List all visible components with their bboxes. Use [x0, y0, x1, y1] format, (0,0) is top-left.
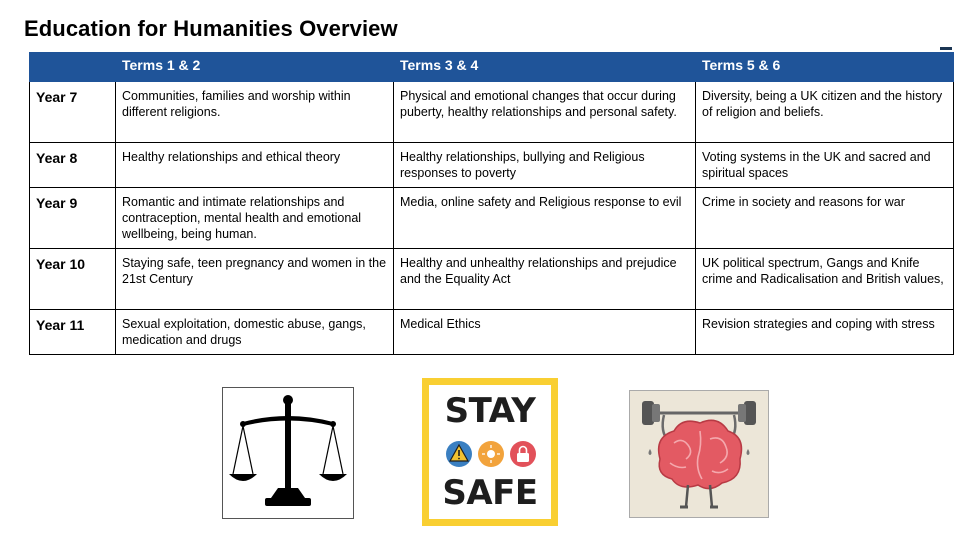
- terms-5-6-cell: Diversity, being a UK citizen and the history of religion and beliefs.: [696, 82, 954, 143]
- terms-3-4-cell: Healthy relationships, bullying and Religious responses to poverty: [394, 143, 696, 188]
- header-cell-blank: [30, 53, 116, 82]
- terms-3-4-cell: Healthy and unhealthy relationships and prejudice and the Equality Act: [394, 249, 696, 310]
- stay-text: STAY: [444, 391, 536, 431]
- year-label: Year 7: [30, 82, 116, 143]
- terms-5-6-cell: Voting systems in the UK and sacred and spiritual spaces: [696, 143, 954, 188]
- brain-lifting-weights-icon: [629, 390, 769, 518]
- terms-3-4-cell: Medical Ethics: [394, 310, 696, 355]
- scales-of-justice-icon: [222, 387, 354, 519]
- terms-1-2-cell: Staying safe, teen pregnancy and women in the 21st Century: [116, 249, 394, 310]
- terms-1-2-cell: Communities, families and worship within different religions.: [116, 82, 394, 143]
- terms-5-6-cell: Revision strategies and coping with stress: [696, 310, 954, 355]
- terms-3-4-cell: Physical and emotional changes that occur during puberty, healthy relationships and personal safety.: [394, 82, 696, 143]
- year-label: Year 8: [30, 143, 116, 188]
- header-terms-3-4: Terms 3 & 4: [394, 53, 696, 82]
- corner-mark: [940, 47, 952, 50]
- stay-safe-image: [422, 378, 558, 526]
- table-row: [30, 143, 954, 188]
- overview-table: [29, 52, 954, 355]
- table-header-row: [30, 53, 954, 82]
- terms-3-4-cell: Media, online safety and Religious response to evil: [394, 188, 696, 249]
- terms-1-2-cell: Healthy relationships and ethical theory: [116, 143, 394, 188]
- table-row: [30, 188, 954, 249]
- year-label: Year 9: [30, 188, 116, 249]
- terms-5-6-cell: UK political spectrum, Gangs and Knife crime and Radicalisation and British values,: [696, 249, 954, 310]
- header-terms-5-6: Terms 5 & 6: [696, 53, 954, 82]
- year-label: Year 11: [30, 310, 116, 355]
- table-row: [30, 249, 954, 310]
- safe-text: SAFE: [442, 473, 538, 513]
- terms-1-2-cell: Romantic and intimate relationships and contraception, mental health and emotional wellbeing, being human.: [116, 188, 394, 249]
- terms-5-6-cell: Crime in society and reasons for war: [696, 188, 954, 249]
- table-row: [30, 82, 954, 143]
- terms-1-2-cell: Sexual exploitation, domestic abuse, gangs, medication and drugs: [116, 310, 394, 355]
- header-terms-1-2: Terms 1 & 2: [116, 53, 394, 82]
- page-title: Education for Humanities Overview: [24, 16, 398, 41]
- table-row: [30, 310, 954, 355]
- year-label: Year 10: [30, 249, 116, 310]
